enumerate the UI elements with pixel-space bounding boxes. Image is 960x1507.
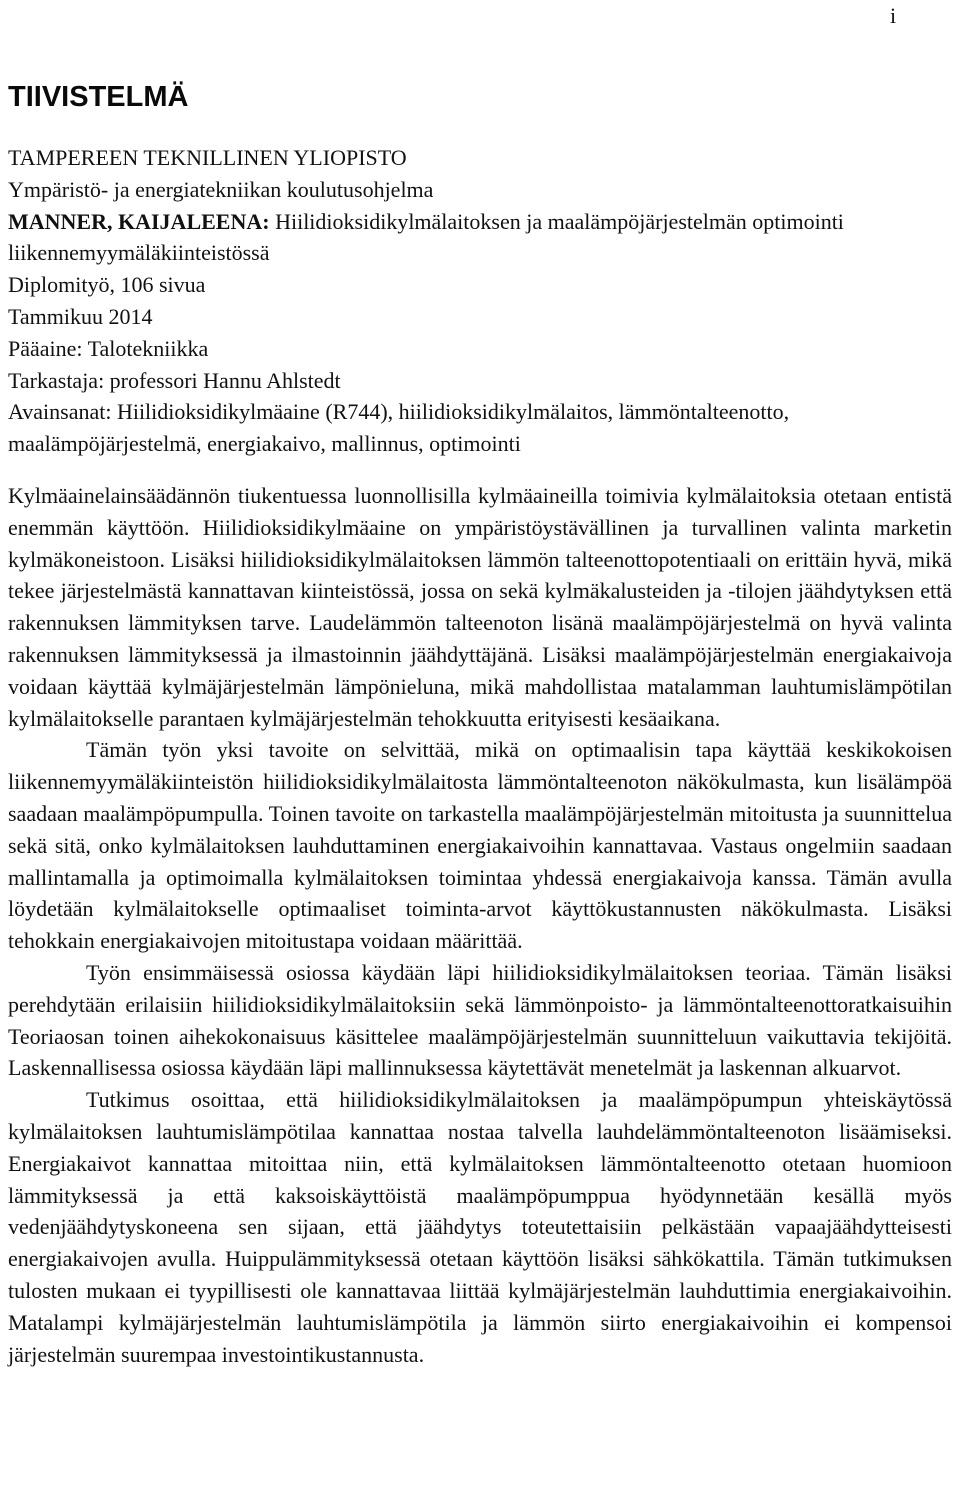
author-name: MANNER, KAIJALEENA bbox=[8, 208, 263, 234]
thesis-metadata bbox=[8, 142, 952, 460]
abstract-body bbox=[8, 480, 952, 1370]
abstract-paragraph-1: Kylmäainelainsäädännön tiukentuessa luonnollisilla kylmäaineilla toimivia kylmälaitoksia otetaan entistä enemmän käyttöön. Hiilidioksidikylmäaine on ympäristöystävällinen ja turvallinen valinta marketin kylmäkoneistoon. Lisäksi hiilidioksidikylmälaitoksen lämmön talteenottopotentiaali on erittäin hyvä, mikä tekee järjestelmästä kannattavan kiinteistössä, jossa on sekä kylmäkalusteiden ja -tilojen jäähdytyksen että rakennuksen lämmityksen tarve. Laudelämmön talteenoton lisänä maalämpöjärjestelmä on hyvä valinta rakennuksen lämmityksessä ja ilmastoinnin jäähdyttäjänä. Lisäksi maalämpöjärjestelmän energiakaivoja voidaan käyttää kylmäjärjestelmän lämpönieluna, mikä mahdollistaa matalamman lauhtumislämpötilan kylmälaitokselle parantaen kylmäjärjestelmän tehokkuutta erityisesti kesäaikana. bbox=[8, 483, 952, 731]
abstract-paragraph-2: Tämän työn yksi tavoite on selvittää, mikä on optimaalisin tapa käyttää keskikokoisen liikennemyymäläkiinteistön hiilidioksidikylmälaitosta lämmöntalteenoton näkökulmasta, kun lisälämpöä saadaan maalämpöpumpulla. Toinen tavoite on tarkastella maalämpöjärjestelmän mitoitusta ja suunnittelua sekä sitä, onko kylmälaitoksen lauhduttaminen energiakaivoihin kannattavaa. Vastaus ongelmiin saadaan mallintamalla ja optimoimalla kylmälaitoksen toimintaa yhdessä energiakaivoja kanssa. Tämän avulla löydetään kylmälaitokselle optimaaliset toiminta-arvot käyttökustannusten näkökulmasta. Lisäksi tehokkain energiakaivojen mitoitustapa voidaan määrittää. bbox=[8, 737, 952, 954]
thesis-date: Tammikuu 2014 bbox=[8, 303, 153, 329]
thesis-info: Diplomityö, 106 sivua bbox=[8, 272, 206, 298]
page-number: i bbox=[890, 3, 897, 28]
author-title-line: MANNER, KAIJALEENA: Hiilidioksidikylmälaitoksen ja maalämpöjärjestelmän optimointi liikennemyymäläkiinteistössä bbox=[8, 208, 844, 266]
keywords: Avainsanat: Hiilidioksidikylmäaine (R744), hiilidioksidikylmälaitos, lämmöntalteenotto, maalämpöjärjestelmä, energiakaivo, mallinnus, optimointi bbox=[8, 399, 790, 457]
major-subject: Pääaine: Talotekniikka bbox=[8, 335, 209, 361]
abstract-heading: TIIVISTELMÄ bbox=[8, 81, 189, 113]
university-name: TAMPEREEN TEKNILLINEN YLIOPISTO bbox=[8, 145, 407, 170]
thesis-title: Hiilidioksidikylmälaitoksen ja maalämpöjärjestelmän optimointi liikennemyymäläkiinteistössä bbox=[8, 208, 844, 266]
degree-programme: Ympäristö- ja energiatekniikan koulutusohjelma bbox=[8, 176, 434, 202]
examiner: Tarkastaja: professori Hannu Ahlstedt bbox=[8, 367, 341, 393]
abstract-paragraph-3: Työn ensimmäisessä osiossa käydään läpi hiilidioksidikylmälaitoksen teoriaa. Tämän lisäksi perehdytään erilaisiin hiilidioksidikylmälaitoksiin sekä lämmönpoisto- ja lämmöntalteenottoratkaisuihin Teoriaosan toinen aihekokonaisuus käsittelee maalämpöjärjestelmän suunnitteluun vaikuttavia tekijöitä. Laskennallisessa osiossa käydään läpi mallinnuksessa käytettävät menetelmät ja laskennan alkuarvot. bbox=[8, 959, 952, 1081]
abstract-paragraph-4: Tutkimus osoittaa, että hiilidioksidikylmälaitoksen ja maalämpöpumpun yhteiskäytössä kylmälaitoksen lauhtumislämpötilaa kannattaa nostaa talvella lauhdelämmöntalteenoton lisäämiseksi. Energiakaivot kannattaa mitoittaa niin, että kylmälaitoksen lämmöntalteenotto otetaan huomioon lämmityksessä ja että kaksoiskäyttöistä maalämpöpumppua hyödynnetään kesällä myös vedenjäähdytyskoneena sen sijaan, että jäähdytys toteutettaisiin pelkästään vapaajäähdytteisesti energiakaivojen avulla. Huippulämmityksessä otetaan käyttöön lisäksi sähkökattila. Tämän tutkimuksen tulosten mukaan ei tyypillisesti ole kannattavaa liittää kylmäjärjestelmän lauhduttimia energiakaivoihin. Matalampi kylmäjärjestelmän lauhtumislämpötila ja lämmön siirto energiakaivoihin ei kompensoi järjestelmän suurempaa investointikustannusta. bbox=[8, 1087, 952, 1367]
